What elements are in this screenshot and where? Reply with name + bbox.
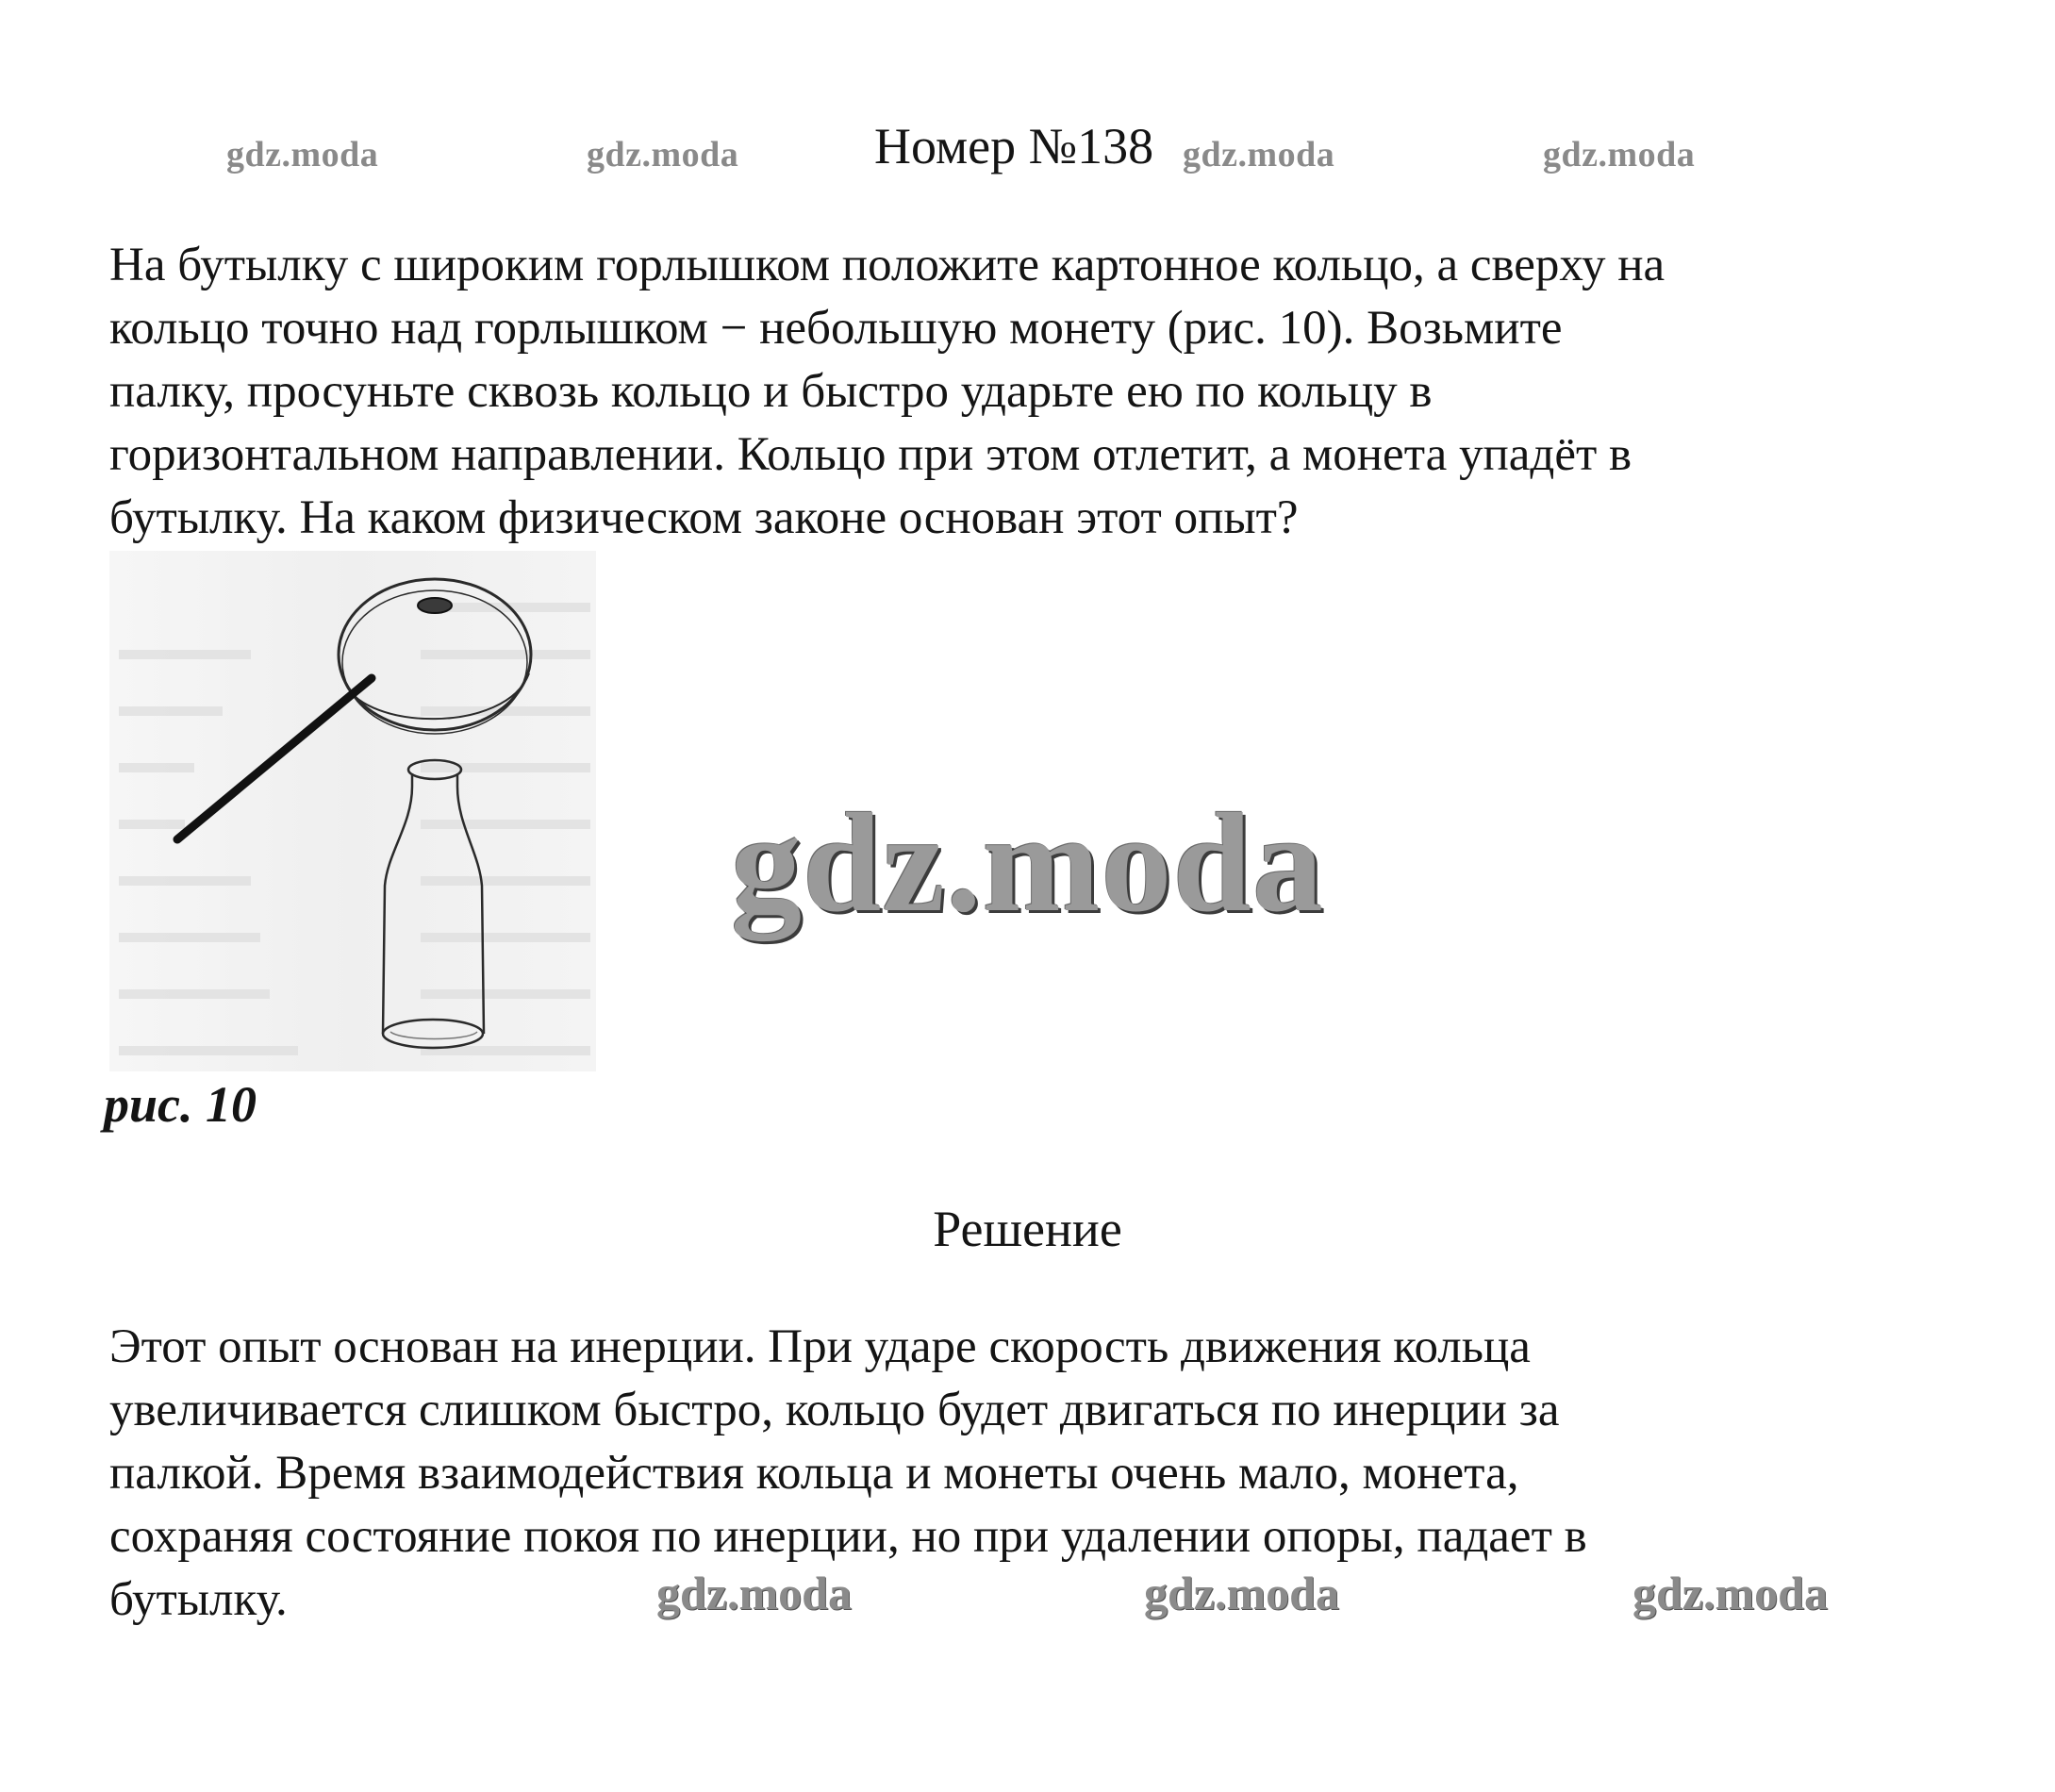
solution-line: палкой. Время взаимодействия кольца и монеты очень мало, монета, <box>109 1447 1519 1500</box>
page-title: Номер №138 <box>874 118 1154 174</box>
problem-line: На бутылку с широким горлышком положите картонное кольцо, а сверху на <box>109 239 1666 291</box>
figure-caption: рис. 10 <box>104 1076 257 1133</box>
problem-line: бутылку. На каком физическом законе основан этот опыт? <box>109 491 1299 544</box>
watermark-bottom-1: gdz.moda <box>656 1567 852 1619</box>
problem-line: палку, просуньте сквозь кольцо и быстро ударьте ею по кольцу в <box>109 365 1433 418</box>
watermark-bottom-2: gdz.moda <box>1144 1567 1339 1619</box>
problem-line: кольцо точно над горлышком − небольшую монету (рис. 10). Возьмите <box>109 302 1563 355</box>
solution-line: Этот опыт основан на инерции. При ударе скорость движения кольца <box>109 1320 1531 1373</box>
problem-line: горизонтальном направлении. Кольцо при этом отлетит, а монета упадёт в <box>109 428 1632 481</box>
coin <box>418 598 452 613</box>
bottle-ring-figure <box>109 551 596 1071</box>
watermark-top-1: gdz.moda <box>226 135 379 174</box>
watermark-bottom-3: gdz.moda <box>1632 1567 1828 1619</box>
solution-line: сохраняя состояние покоя по инерции, но при удалении опоры, падает в <box>109 1510 1587 1563</box>
watermark-center: gdz.moda <box>731 785 1324 941</box>
watermark-top-3: gdz.moda <box>1183 135 1335 174</box>
problem-text <box>109 234 2014 550</box>
solution-line: увеличивается слишком быстро, кольцо будет двигаться по инерции за <box>109 1384 1560 1436</box>
solution-line: бутылку. <box>109 1573 288 1626</box>
solution-title: Решение <box>933 1201 1122 1257</box>
watermark-top-2: gdz.moda <box>587 135 739 174</box>
watermark-top-4: gdz.moda <box>1543 135 1696 174</box>
